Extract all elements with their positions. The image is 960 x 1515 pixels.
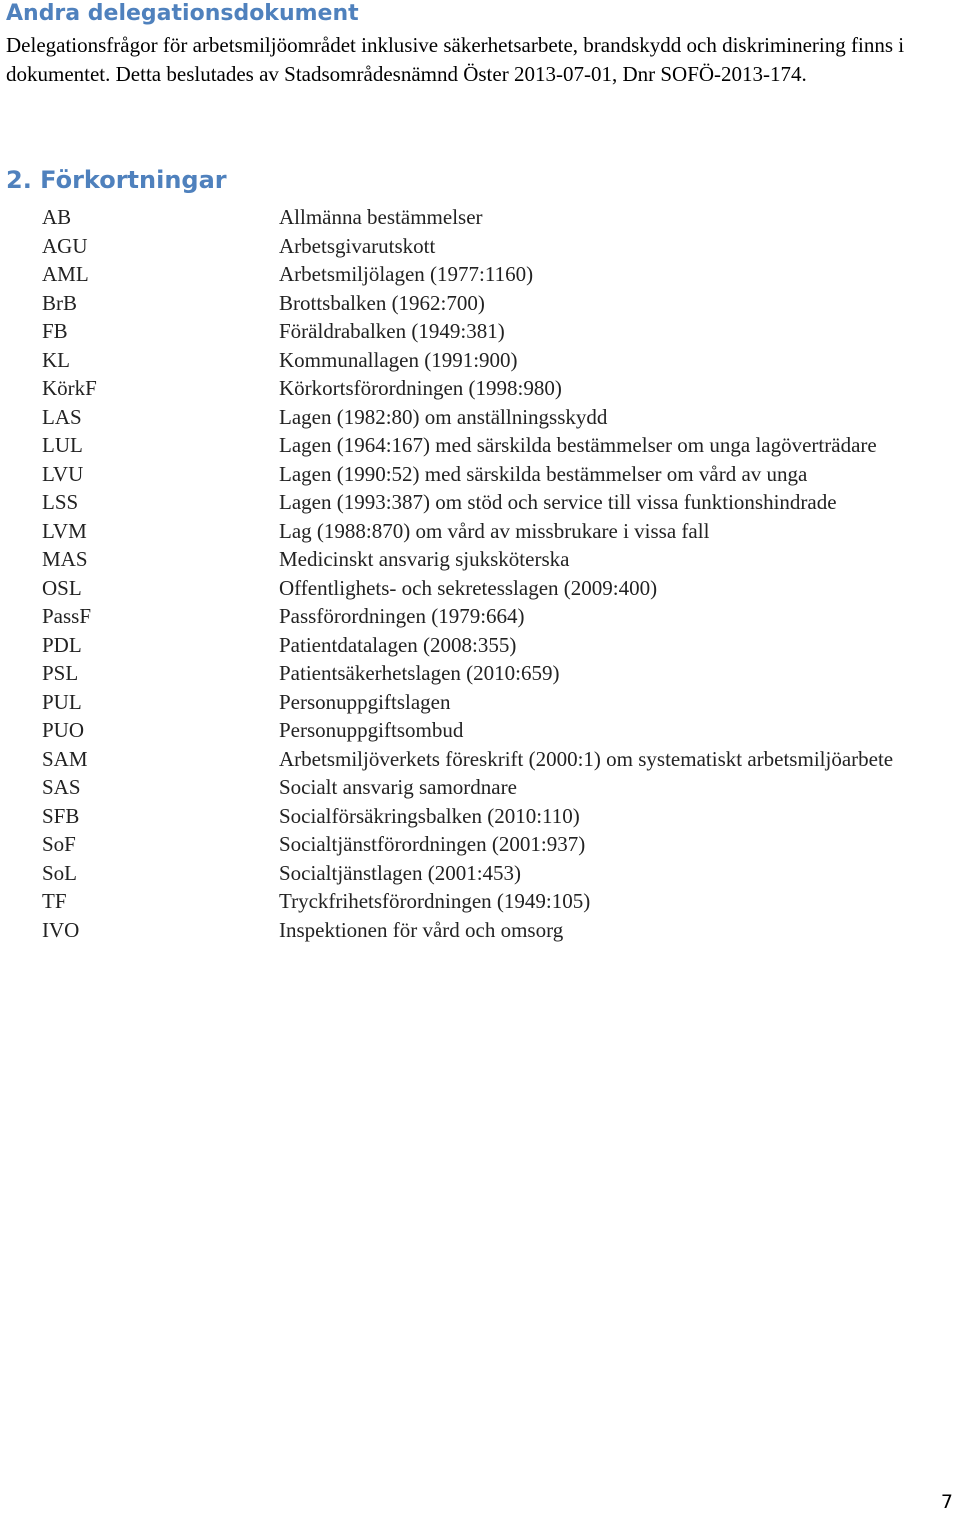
abbreviation-row xyxy=(42,716,942,745)
abbreviation-row xyxy=(42,488,942,517)
abbreviation-code: PUO xyxy=(42,718,85,742)
abbreviation-row xyxy=(42,745,942,774)
abbreviation-code: TF xyxy=(42,889,67,913)
intro-paragraph: Delegationsfrågor för arbetsmiljöområdet inklusive säkerhetsarbete, brandskydd och diskriminering finns i dokumentet. Detta beslutades av Stadsområdesnämnd Öster 2013-07-01, Dnr SOFÖ-2013-174. xyxy=(6,33,905,86)
abbreviation-code: MAS xyxy=(42,547,88,571)
abbreviation-row xyxy=(42,346,942,375)
abbreviation-row xyxy=(42,773,942,802)
abbreviation-description: Kommunallagen (1991:900) xyxy=(279,347,518,372)
abbreviation-description: Lag (1988:870) om vård av missbrukare i vissa fall xyxy=(279,518,710,543)
abbreviation-code: LVM xyxy=(42,518,87,543)
abbreviation-row xyxy=(42,517,942,546)
abbreviation-description: Socialförsäkringsbalken (2010:110) xyxy=(279,803,580,828)
abbreviation-code: IVO xyxy=(42,917,80,942)
abbreviation-row xyxy=(42,460,942,489)
abbreviation-description: Offentlighets- och sekretesslagen (2009:400) xyxy=(279,575,658,600)
section-heading-abbreviations: 2. Förkortningar xyxy=(6,166,227,194)
abbreviation-row xyxy=(42,688,942,717)
abbreviation-description: Allmänna bestämmelser xyxy=(279,205,483,229)
abbreviation-row xyxy=(42,545,942,574)
abbreviation-code: SAS xyxy=(42,775,81,799)
abbreviation-row xyxy=(42,631,942,660)
abbreviation-code: BrB xyxy=(42,290,78,315)
abbreviation-row xyxy=(42,289,942,318)
abbreviation-description: Passförordningen (1979:664) xyxy=(279,604,525,628)
abbreviation-code: OSL xyxy=(42,575,82,600)
abbreviation-code: LUL xyxy=(42,433,83,457)
abbreviation-code: LSS xyxy=(42,490,79,514)
abbreviation-description: Arbetsmiljöverkets föreskrift (2000:1) om systematiskt arbetsmiljöarbete xyxy=(279,746,894,771)
abbreviation-code: PSL xyxy=(42,661,79,685)
abbreviation-description: Föräldrabalken (1949:381) xyxy=(279,319,505,343)
abbreviation-description: Arbetsmiljölagen (1977:1160) xyxy=(279,262,534,286)
abbreviation-code: SAM xyxy=(42,746,88,771)
abbreviation-row xyxy=(42,916,942,945)
abbreviation-row xyxy=(42,830,942,859)
abbreviation-description: Tryckfrihetsförordningen (1949:105) xyxy=(279,889,591,913)
abbreviation-code: AML xyxy=(42,262,89,286)
abbreviation-description: Körkortsförordningen (1998:980) xyxy=(279,376,562,400)
abbreviation-code: AB xyxy=(42,205,72,229)
abbreviation-row xyxy=(42,232,942,261)
abbreviation-code: PDL xyxy=(42,632,82,657)
abbreviation-code: PUL xyxy=(42,689,82,714)
abbreviation-description: Inspektionen för vård och omsorg xyxy=(279,917,564,942)
abbreviation-code: KörkF xyxy=(42,376,97,400)
abbreviation-row xyxy=(42,859,942,888)
abbreviation-description: Patientsäkerhetslagen (2010:659) xyxy=(279,661,560,685)
abbreviation-row xyxy=(42,887,942,916)
abbreviation-code: LAS xyxy=(42,404,82,429)
abbreviation-description: Medicinskt ansvarig sjuksköterska xyxy=(279,547,570,571)
abbreviation-row xyxy=(42,431,942,460)
abbreviation-code: KL xyxy=(42,347,70,372)
abbreviation-row xyxy=(42,802,942,831)
abbreviation-description: Brottsbalken (1962:700) xyxy=(279,290,485,315)
abbreviation-code: AGU xyxy=(42,233,88,258)
abbreviation-row xyxy=(42,574,942,603)
abbreviation-description: Lagen (1982:80) om anställningsskydd xyxy=(279,404,608,429)
abbreviation-code: SoF xyxy=(42,832,76,856)
abbreviation-description: Personuppgiftslagen xyxy=(279,689,451,714)
abbreviation-row xyxy=(42,659,942,688)
abbreviation-row xyxy=(42,403,942,432)
abbreviation-description: Personuppgiftsombud xyxy=(279,718,464,742)
abbreviation-description: Arbetsgivarutskott xyxy=(279,233,436,258)
abbreviation-list xyxy=(42,203,942,944)
abbreviation-code: SFB xyxy=(42,803,80,828)
abbreviation-description: Lagen (1993:387) om stöd och service till vissa funktionshindrade xyxy=(279,490,837,514)
document-heading: Andra delegationsdokument xyxy=(6,1,359,26)
abbreviation-row xyxy=(42,203,942,232)
abbreviation-description: Socialt ansvarig samordnare xyxy=(279,775,517,799)
abbreviation-row xyxy=(42,374,942,403)
abbreviation-row xyxy=(42,317,942,346)
abbreviation-description: Patientdatalagen (2008:355) xyxy=(279,632,517,657)
abbreviation-code: PassF xyxy=(42,604,92,628)
abbreviation-description: Lagen (1990:52) med särskilda bestämmelser om vård av unga xyxy=(279,461,808,486)
abbreviation-code: FB xyxy=(42,319,68,343)
abbreviation-description: Lagen (1964:167) med särskilda bestämmelser om unga lagöverträdare xyxy=(279,433,877,457)
abbreviation-code: LVU xyxy=(42,461,84,486)
abbreviation-description: Socialtjänstlagen (2001:453) xyxy=(279,860,522,885)
abbreviation-description: Socialtjänstförordningen (2001:937) xyxy=(279,832,586,856)
abbreviation-row xyxy=(42,602,942,631)
abbreviation-row xyxy=(42,260,942,289)
page-number: 7 xyxy=(940,1491,953,1513)
abbreviation-code: SoL xyxy=(42,860,78,885)
